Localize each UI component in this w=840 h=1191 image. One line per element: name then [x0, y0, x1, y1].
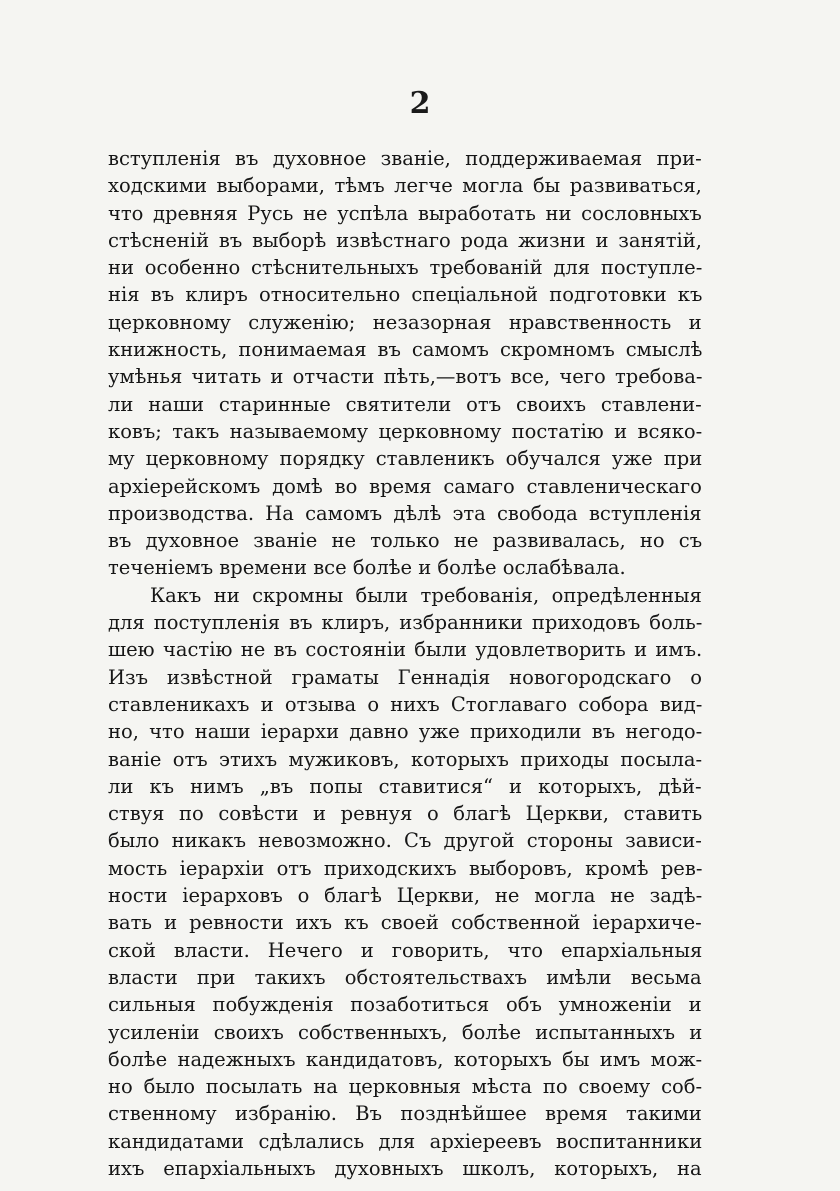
- text-line: въ духовное званіе не только не развивалась, но съ: [108, 529, 702, 553]
- text-line: стѣсненій въ выборѣ извѣстнаго рода жизни и занятій,: [108, 228, 702, 252]
- text-line: му церковному порядку ставленикъ обучался уже при: [108, 447, 702, 471]
- text-line: производства. На самомъ дѣлѣ эта свобода вступленія: [108, 501, 702, 525]
- text-line: для поступленія въ клиръ, избранники приходовъ боль-: [108, 611, 702, 635]
- text-line: теченіемъ времени все болѣе и болѣе ослабѣвала.: [108, 556, 626, 580]
- text-line: шею частію не въ состояніи были удовлетворить и имъ.: [108, 638, 702, 662]
- text-line: мость іерархіи отъ приходскихъ выборовъ, кромѣ рев-: [108, 856, 702, 880]
- text-line: ности іерарховъ о благѣ Церкви, не могла не задѣ-: [108, 884, 702, 908]
- text-line: но, что наши іерархи давно уже приходили въ негодо-: [108, 720, 702, 744]
- text-line: ковъ; такъ называемому церковному постатію и всяко-: [108, 419, 702, 443]
- text-line: ли къ нимъ „въ попы ставитися“ и которыхъ, дѣй-: [108, 774, 702, 798]
- text-line: Какъ ни скромны были требованія, опредѣленныя: [150, 583, 702, 607]
- text-line: ственному избранію. Въ позднѣйшее время такими: [108, 1102, 702, 1126]
- text-line: ни особенно стѣснительныхъ требованій для поступле-: [108, 256, 702, 280]
- text-line: сильныя побужденія позаботиться объ умноженіи и: [108, 993, 702, 1017]
- text-line: но было посылать на церковныя мѣста по своему соб-: [108, 1075, 702, 1099]
- text-line: ской власти. Нечего и говорить, что епархіальныя: [108, 938, 702, 962]
- text-line: ли наши старинные святители отъ своихъ ставлени-: [108, 392, 702, 416]
- text-line: власти при такихъ обстоятельствахъ имѣли весьма: [108, 965, 702, 989]
- text-line: было никакъ невозможно. Съ другой стороны зависи-: [108, 829, 702, 853]
- text-line: что древняя Русь не успѣла выработать ни сословныхъ: [108, 201, 702, 225]
- body-text: [108, 145, 702, 1182]
- text-line: умѣнья читать и отчасти пѣть,—вотъ все, чего требова-: [108, 365, 702, 389]
- text-line: нія въ клиръ относительно спеціальной подготовки къ: [108, 283, 702, 307]
- text-line: книжность, понимаемая въ самомъ скромномъ смыслѣ: [108, 338, 702, 362]
- text-line: вступленія въ духовное званіе, поддерживаемая при-: [108, 147, 702, 170]
- text-line: ставленикахъ и отзыва о нихъ Стоглаваго собора вид-: [108, 692, 702, 716]
- text-line: вать и ревности ихъ къ своей собственной іерархиче-: [108, 911, 702, 935]
- text-line: Изъ извѣстной граматы Геннадія новогородскаго о: [108, 665, 702, 689]
- text-line: церковному служенію; незазорная нравственность и: [108, 310, 702, 334]
- page-number: 2: [409, 86, 431, 121]
- text-line: усиленіи своихъ собственныхъ, болѣе испытанныхъ и: [108, 1020, 702, 1044]
- text-line: ваніе отъ этихъ мужиковъ, которыхъ приходы посыла-: [108, 747, 702, 771]
- text-line: ходскими выборами, тѣмъ легче могла бы развиваться,: [108, 174, 702, 198]
- text-line: болѣе надежныхъ кандидатовъ, которыхъ бы имъ мож-: [108, 1047, 702, 1071]
- text-line: ихъ епархіальныхъ духовныхъ школъ, которыхъ, на: [108, 1156, 702, 1180]
- text-line: ствуя по совѣсти и ревнуя о благѣ Церкви, ставить: [108, 802, 702, 826]
- text-line: кандидатами сдѣлались для архіереевъ воспитанники: [108, 1129, 702, 1153]
- text-line: архіерейскомъ домѣ во время самаго ставленическаго: [108, 474, 702, 498]
